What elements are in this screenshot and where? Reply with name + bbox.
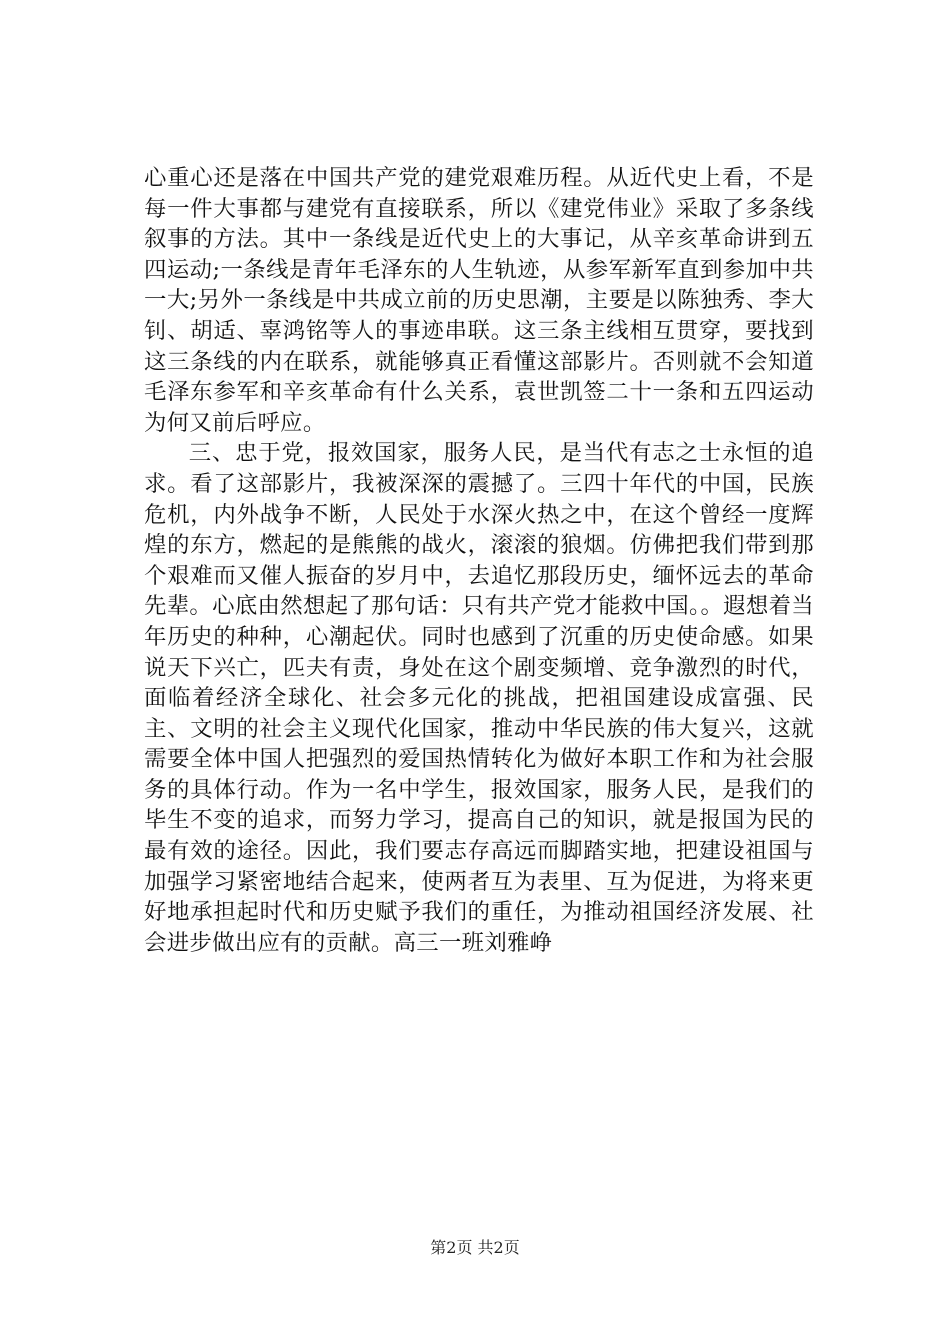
paragraph-section-three: 三、忠于党，报效国家，服务人民，是当代有志之士永恒的追求。看了这部影片，我被深深的震撼了。三四十年代的中国，民族危机，内外战争不断，人民处于水深火热之中，在这个曾经一度辉煌的东方，燃起的是熊熊的战火，滚滚的狼烟。仿佛把我们带到那个艰难而又催人振奋的岁月中，去追忆那段历史，缅怀远去的革命先辈。心底由然想起了那句话：只有共产党才能救中国。。遐想着当年历史的种种，心潮起伏。同时也感到了沉重的历史使命感。如果说天下兴亡，匹夫有责，身处在这个剧变频增、竞争激烈的时代，面临着经济全球化、社会多元化的挑战，把祖国建设成富强、民主、文明的社会主义现代化国家，推动中华民族的伟大复兴，这就需要全体中国人把强烈的爱国热情转化为做好本职工作和为社会服务的具体行动。作为一名中学生，报效国家，服务人民，是我们的毕生不变的追求，而努力学习，提高自己的知识，就是报国为民的最有效的途径。因此，我们要志存高远而脚踏实地，把建设祖国与加强学习紧密地结合起来，使两者互为表里、互为促进，为将来更好地承担起时代和历史赋予我们的重任，为推动祖国经济发展、社会进步做出应有的贡献。高三一班刘雅峥 [144, 440, 814, 956]
document-body [144, 163, 814, 958]
paragraph-continued: 心重心还是落在中国共产党的建党艰难历程。从近代史上看，不是每一件大事都与建党有直接联系，所以《建党伟业》采取了多条线叙事的方法。其中一条线是近代史上的大事记，从辛亥革命讲到五四运动;一条线是青年毛泽东的人生轨迹，从参军新军直到参加中共一大;另外一条线是中共成立前的历史思潮，主要是以陈独秀、李大钊、胡适、辜鸿铭等人的事迹串联。这三条主线相互贯穿，要找到这三条线的内在联系，就能够真正看懂这部影片。否则就不会知道毛泽东参军和辛亥革命有什么关系，袁世凯签二十一条和五四运动为何又前后呼应。 [144, 165, 814, 436]
page-number-footer: 第2页 共2页 [430, 1238, 520, 1257]
